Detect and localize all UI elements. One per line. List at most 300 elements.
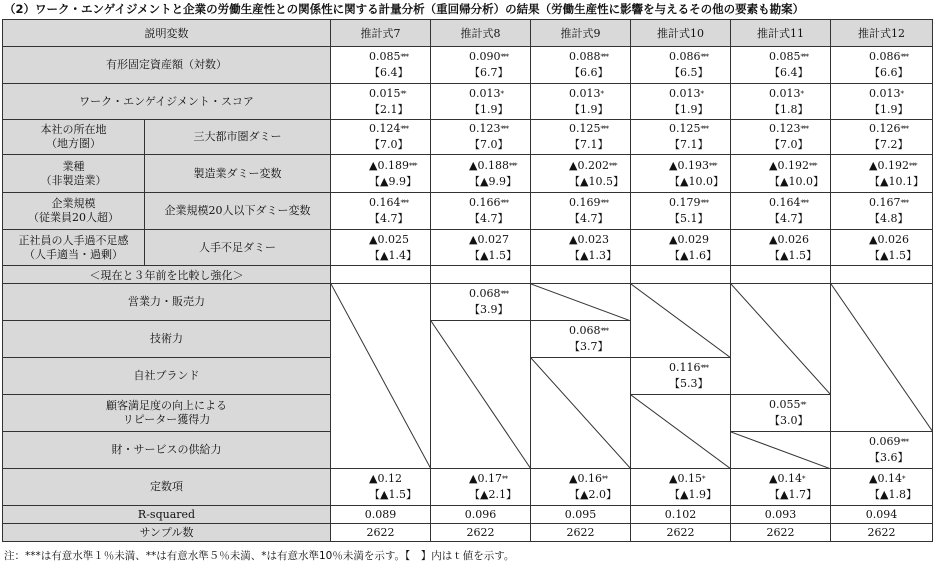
coefficient-value: ▲0.029 [669,232,709,246]
t-value: 【6.6】 [569,66,609,79]
coefficient-value: 0.069 [869,435,901,448]
t-value: 【▲2.1】 [469,488,517,501]
t-value: 【1.9】 [669,102,709,116]
coefficient-value: ▲0.188 [469,158,509,172]
stat-value: 0.089 [331,506,431,524]
coefficient-value: 0.123 [469,122,501,135]
coefficient-value: ▲0.192 [869,158,909,172]
significance-stars: *** [800,125,808,133]
coefficient [469,232,530,248]
variable-label: 製造業ダミー変数 [145,155,331,193]
variable-row [3,193,933,230]
model-header: 推計式12 [831,20,933,47]
stat-value: 2622 [531,524,631,542]
t-value: 【1.9】 [869,102,909,116]
significance-stars: * [500,89,503,98]
diagonal-line [331,284,431,469]
coefficient [469,286,530,302]
coefficient-value: ▲0.023 [569,232,609,246]
coefficient [869,121,932,137]
estimate-cell [631,230,731,266]
coefficient-value: ▲0.027 [469,232,509,246]
coefficient-value: 0.164 [369,196,401,209]
variable-label: 有形固定資産額（対数） [3,47,331,84]
estimate-cell [731,193,831,230]
estimate-cell [831,432,933,469]
sample-size-row [3,524,933,542]
significance-stars: *** [500,125,508,133]
coefficient-value: 0.164 [769,196,801,209]
coefficient [769,49,830,65]
significance-stars: *** [700,199,708,207]
diagonal-line [431,321,531,469]
coefficient [569,158,630,174]
estimate-cell [831,230,933,266]
not-included-cell [531,284,631,321]
regression-table [2,19,933,542]
coefficient [569,232,630,248]
variable-label [3,395,331,432]
coefficient [869,86,932,102]
significance-stars: *** [900,438,908,446]
variable-label: ワーク・エンゲイジメント・スコア [3,84,331,120]
variable-row [3,84,933,120]
significance-stars: *** [500,199,508,207]
t-value: 【▲1.5】 [769,248,817,262]
t-value: 【7.0】 [369,138,409,151]
t-value: 【2.1】 [369,102,409,116]
coefficient [569,49,630,65]
t-value: 【▲1.6】 [669,248,717,262]
coefficient-value: 0.013 [569,86,601,100]
coefficient-value: 0.068 [569,324,601,337]
t-value: 【▲10.0】 [669,174,724,188]
t-value: 【▲1.8】 [869,488,917,501]
t-value: 【▲1.7】 [769,488,817,501]
coefficient [769,121,830,137]
estimate-cell [531,230,631,266]
t-value: 【6.5】 [669,66,709,79]
coefficient [369,471,430,487]
significance-stars: * [901,475,905,483]
not-included-cell [331,284,431,469]
section-row [3,266,933,284]
t-value: 【4.8】 [869,212,909,225]
estimate-cell [731,395,831,432]
variable-label: 人手不足ダミー [145,230,331,266]
diagonal-line [731,432,831,469]
significance-stars: *** [500,53,508,61]
model-header: 推計式8 [431,20,531,47]
coefficient [369,158,430,174]
significance-stars: *** [900,53,908,61]
significance-stars: *** [708,161,717,170]
estimate-cell [631,120,731,155]
significance-stars: * [700,89,703,98]
diagonal-line [631,284,731,358]
coefficient [769,232,830,248]
coefficient [469,158,530,174]
variable-label: サンプル数 [3,524,331,542]
significance-stars: *** [800,53,808,61]
coefficient [569,471,630,487]
coefficient [869,232,932,248]
coefficient [869,49,932,65]
stat-value: 2622 [731,524,831,542]
significance-stars: * [800,89,803,98]
coefficient-value: ▲0.14 [869,472,902,485]
coefficient [569,121,630,137]
group-name: 業種 [62,159,85,173]
coefficient-value: 0.086 [869,50,901,63]
estimate-cell [731,47,831,84]
constant-row [3,469,933,506]
t-value: 【▲1.9】 [669,488,717,501]
t-value: 【7.0】 [469,138,509,151]
coefficient-value: ▲0.025 [369,232,409,246]
coefficient-value: 0.085 [369,50,401,63]
coefficient-value: 0.013 [869,86,901,100]
coefficient [669,195,730,211]
estimate-cell [631,84,731,120]
estimate-cell [631,47,731,84]
variable-label: 財・サービスの供給力 [3,432,331,469]
group-name: 正社員の人手過不足感 [18,233,129,247]
group-name: 本社の所在地 [40,123,107,136]
coefficient-value: ▲0.12 [369,472,402,485]
estimate-cell [331,120,431,155]
t-value: 【▲1.5】 [869,248,917,262]
t-value: 【▲2.0】 [569,488,617,501]
significance-stars: *** [508,161,517,170]
t-value: 【▲10.5】 [569,174,624,188]
coefficient-value: 0.169 [569,196,601,209]
coefficient [369,195,430,211]
t-value: 【6.4】 [769,66,809,79]
estimate-cell [631,155,731,193]
t-value: 【▲9.9】 [369,174,417,188]
t-value: 【7.0】 [769,138,809,151]
coefficient [669,86,730,102]
significance-stars: *** [900,125,908,133]
diagonal-line [731,284,831,395]
diagonal-line [531,358,631,469]
not-included-cell [631,395,731,469]
estimate-cell [431,469,531,506]
coefficient-value: 0.116 [669,361,701,374]
t-value: 【▲10.0】 [769,174,824,188]
variable-group [3,230,145,266]
coefficient-value: 0.013 [669,86,701,100]
coefficient [369,86,430,102]
variable-row [3,230,933,266]
header-row [3,20,933,47]
coefficient-value: 0.167 [869,196,901,209]
variable-label: 営業力・販売力 [3,284,331,321]
var-header: 説明変数 [3,20,331,47]
stat-value: 0.096 [431,506,531,524]
variable-row [3,120,933,155]
coefficient-value: 0.124 [369,122,401,135]
estimate-cell [331,84,431,120]
coefficient [669,49,730,65]
coefficient [769,471,830,487]
coefficient-value: 0.166 [469,196,501,209]
group-baseline: （人手適当・過剰） [24,247,123,261]
coefficient-value: ▲0.189 [369,158,409,172]
estimate-cell [731,155,831,193]
estimate-cell [731,84,831,120]
t-value: 【6.4】 [369,66,409,79]
t-value: 【6.7】 [469,66,509,79]
coefficient [669,360,730,376]
estimate-cell [431,84,531,120]
significance-stars: ** [800,401,806,409]
coefficient-value: ▲0.026 [869,232,909,246]
estimate-cell [631,193,731,230]
coefficient-value: 0.086 [669,50,701,63]
t-value: 【▲1.3】 [569,248,617,262]
footnote: 注：***は有意水準１％未満、**は有意水準５％未満、*は有意水準10％未満を示す。【 】内はｔ値を示す。 [4,550,515,562]
estimate-cell [331,230,431,266]
coefficient-value: ▲0.14 [769,472,802,485]
t-value: 【▲1.4】 [369,248,417,262]
diagonal-line [631,395,731,469]
coefficient-value: 0.123 [769,122,801,135]
variable-label: 三大都市圏ダミー [145,120,331,155]
significance-stars: ** [501,475,507,483]
stat-value: 2622 [331,524,431,542]
estimate-cell [531,120,631,155]
not-included-cell [831,284,933,432]
estimate-cell [831,120,933,155]
estimate-cell [831,155,933,193]
table-title: （2）ワーク・エンゲイジメントと企業の労働生産性との関係性に関する計量分析（重回帰分析）の結果（労働生産性に影響を与えるその他の要素も勘案） [4,2,805,16]
coefficient [869,434,932,450]
significance-stars: * [600,89,603,98]
diagonal-line [531,284,631,321]
empty-cell [731,266,831,284]
significance-stars: *** [700,53,708,61]
significance-stars: *** [600,199,608,207]
coefficient [469,471,530,487]
coefficient-value: 0.013 [769,86,801,100]
estimate-cell [731,230,831,266]
not-included-cell [731,284,831,395]
significance-stars: * [701,475,705,483]
significance-stars: *** [608,161,617,170]
significance-stars: * [801,475,805,483]
empty-cell [431,266,531,284]
coefficient [669,158,730,174]
variable-label: 定数項 [3,469,331,506]
stat-value: 2622 [831,524,933,542]
variable-label: 技術力 [3,321,331,358]
coefficient [569,195,630,211]
stat-value: 0.095 [531,506,631,524]
coefficient-value: 0.125 [569,122,601,135]
t-value: 【3.0】 [769,414,809,427]
coefficient [769,158,830,174]
coefficient-value: 0.013 [469,86,501,100]
t-value: 【3.7】 [569,340,609,353]
t-value: 【3.9】 [469,303,509,316]
estimate-cell [331,155,431,193]
estimate-cell [831,193,933,230]
coefficient-value: ▲0.192 [769,158,809,172]
factor-row [3,284,933,321]
coefficient-value: 0.126 [869,122,901,135]
t-value: 【4.7】 [569,212,609,225]
coefficient [669,471,730,487]
coefficient [569,86,630,102]
coefficient [669,232,730,248]
coefficient [869,158,932,174]
significance-stars: *** [400,53,408,61]
coefficient-value: ▲0.026 [769,232,809,246]
coefficient-value: 0.179 [669,196,701,209]
variable-row [3,155,933,193]
not-included-cell [731,432,831,469]
variable-label: 自社ブランド [3,358,331,395]
significance-stars: *** [800,199,808,207]
stat-value: 0.094 [831,506,933,524]
significance-stars: ** [601,475,607,483]
estimate-cell [731,469,831,506]
estimate-cell [431,120,531,155]
coefficient [469,49,530,65]
coefficient-value: 0.088 [569,50,601,63]
coefficient-value: 0.085 [769,50,801,63]
estimate-cell [531,84,631,120]
t-value: 【7.2】 [869,138,909,151]
coefficient-value: ▲0.17 [469,472,502,485]
model-header: 推計式9 [531,20,631,47]
t-value: 【3.6】 [869,451,909,464]
coefficient [769,86,830,102]
significance-stars: *** [400,125,408,133]
significance-stars: ** [400,89,406,98]
significance-stars: *** [700,125,708,133]
significance-stars: *** [908,161,917,170]
coefficient-value: ▲0.193 [669,158,709,172]
coefficient-value: ▲0.16 [569,472,602,485]
estimate-cell [831,84,933,120]
model-header: 推計式11 [731,20,831,47]
coefficient-value: 0.090 [469,50,501,63]
diagonal-line [831,284,933,432]
stat-value: 0.102 [631,506,731,524]
group-baseline: （非製造業） [40,173,107,187]
group-baseline: （従業員20人超） [28,211,119,224]
coefficient-value: 0.068 [469,287,501,300]
coefficient [769,397,830,413]
group-baseline: （地方圏） [46,137,101,150]
empty-cell [531,266,631,284]
empty-cell [831,266,933,284]
t-value: 【▲9.9】 [469,174,517,188]
empty-cell [631,266,731,284]
estimate-cell [531,155,631,193]
coefficient [369,121,430,137]
t-value: 【▲10.1】 [869,174,924,188]
t-value: 【▲1.5】 [369,488,417,501]
coefficient [469,86,530,102]
label-line: リピーター獲得力 [122,413,211,426]
significance-stars: * [900,89,903,98]
estimate-cell [631,358,731,395]
significance-stars: *** [600,125,608,133]
variable-group [3,193,145,230]
estimate-cell [431,155,531,193]
significance-stars: *** [600,327,608,335]
t-value: 【6.6】 [869,66,909,79]
t-value: 【5.1】 [669,212,709,225]
estimate-cell [531,47,631,84]
coefficient-value: ▲0.15 [669,472,702,485]
r-squared-row [3,506,933,524]
estimate-cell [431,193,531,230]
t-value: 【1.9】 [569,102,609,116]
t-value: 【4.7】 [469,212,509,225]
t-value: 【4.7】 [369,212,409,225]
t-value: 【1.9】 [469,102,509,116]
significance-stars: *** [808,161,817,170]
estimate-cell [431,230,531,266]
stat-value: 2622 [431,524,531,542]
estimate-cell [531,193,631,230]
t-value: 【▲1.5】 [469,248,517,262]
coefficient-value: 0.125 [669,122,701,135]
estimate-cell [831,469,933,506]
coefficient [369,232,430,248]
coefficient-value: 0.055 [769,398,801,411]
estimate-cell [431,47,531,84]
significance-stars: *** [408,161,417,170]
estimate-cell [431,284,531,321]
coefficient [369,49,430,65]
coefficient-value: ▲0.202 [569,158,609,172]
coefficient-value: 0.015 [369,86,401,100]
estimate-cell [531,321,631,358]
variable-label: R-squared [3,506,331,524]
empty-cell [331,266,431,284]
estimate-cell [831,47,933,84]
group-name: 企業規模 [51,197,96,210]
section-label: ＜現在と３年前を比較し強化＞ [3,266,331,284]
significance-stars: *** [600,53,608,61]
coefficient [469,121,530,137]
estimate-cell [631,469,731,506]
not-included-cell [431,321,531,469]
t-value: 【5.3】 [669,377,709,390]
estimate-cell [731,120,831,155]
coefficient [869,471,932,487]
coefficient [869,195,932,211]
model-header: 推計式7 [331,20,431,47]
coefficient [669,121,730,137]
t-value: 【7.1】 [569,138,609,151]
significance-stars: *** [400,199,408,207]
not-included-cell [631,284,731,358]
estimate-cell [331,47,431,84]
coefficient [569,323,630,339]
coefficient [769,195,830,211]
coefficient [469,195,530,211]
variable-group [3,155,145,193]
t-value: 【4.7】 [769,212,809,225]
significance-stars: *** [500,290,508,298]
